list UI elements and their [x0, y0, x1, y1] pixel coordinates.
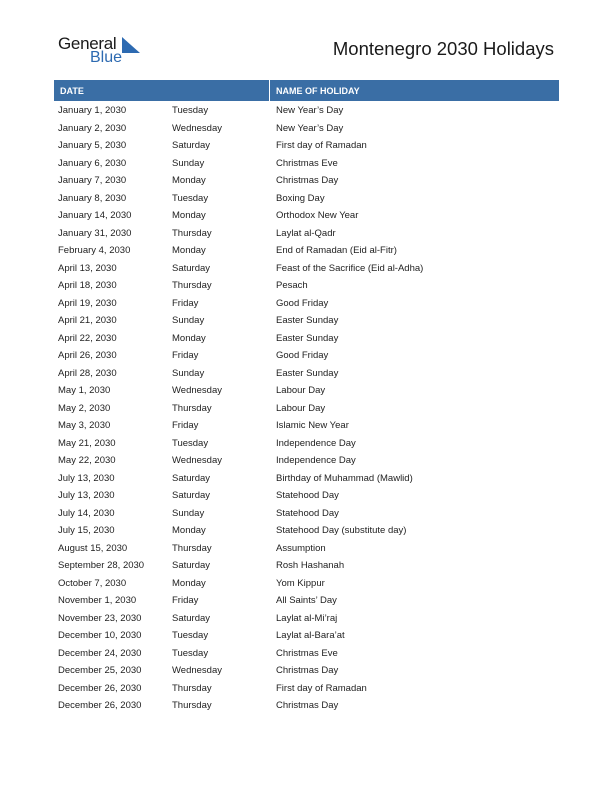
- row-holiday-name: Statehood Day: [276, 507, 339, 519]
- table-row: [54, 347, 559, 365]
- row-date: July 15, 2030: [58, 525, 115, 536]
- table-row: [54, 172, 559, 190]
- row-holiday-name: Good Friday: [276, 297, 329, 309]
- row-holiday-name: Christmas Day: [276, 700, 339, 711]
- row-date: April 28, 2030: [58, 367, 117, 379]
- row-holiday-name: New Year’s Day: [276, 105, 344, 116]
- row-weekday: Friday: [172, 350, 199, 361]
- row-date: September 28, 2030: [58, 560, 145, 571]
- row-weekday: Monday: [172, 175, 206, 186]
- row-weekday: Wednesday: [172, 665, 222, 676]
- row-holiday-name: Independence Day: [276, 437, 356, 449]
- row-holiday-name: First day of Ramadan: [276, 682, 367, 694]
- row-date: April 13, 2030: [58, 262, 117, 274]
- row-weekday: Saturday: [172, 262, 211, 274]
- table-row: [54, 610, 559, 628]
- table-row: [54, 487, 559, 505]
- table-row: [54, 557, 559, 575]
- row-weekday: Saturday: [172, 490, 211, 501]
- row-date: December 25, 2030: [58, 665, 142, 676]
- row-holiday-name: Laylat al-Mi’raj: [276, 612, 338, 624]
- row-weekday: Thursday: [172, 280, 212, 291]
- table-row: [54, 242, 559, 260]
- logo-flag-icon: [120, 37, 140, 53]
- row-weekday: Sunday: [172, 315, 205, 326]
- row-holiday-name: Christmas Eve: [276, 647, 338, 659]
- table-row: [54, 400, 559, 418]
- row-weekday: Wednesday: [172, 455, 222, 466]
- row-holiday-name: Rosh Hashanah: [276, 560, 345, 571]
- row-weekday: Wednesday: [172, 122, 222, 134]
- table-row: [54, 330, 559, 348]
- row-holiday-name: New Year’s Day: [276, 122, 344, 134]
- row-weekday: Saturday: [172, 560, 211, 571]
- row-holiday-name: Easter Sunday: [276, 315, 339, 326]
- row-weekday: Saturday: [172, 140, 211, 151]
- row-holiday-name: Christmas Day: [276, 665, 339, 676]
- table-row: [54, 505, 559, 523]
- table-row: [54, 120, 559, 138]
- row-date: January 14, 2030: [58, 210, 132, 221]
- header-holiday-name: NAME OF HOLIDAY: [276, 86, 360, 96]
- row-holiday-name: Birthday of Muhammad (Mawlid): [276, 472, 413, 484]
- row-date: August 15, 2030: [58, 542, 128, 554]
- row-weekday: Monday: [172, 245, 206, 256]
- row-holiday-name: Christmas Day: [276, 175, 339, 186]
- row-weekday: Monday: [172, 332, 206, 344]
- row-holiday-name: Easter Sunday: [276, 332, 339, 344]
- row-holiday-name: First day of Ramadan: [276, 140, 367, 151]
- row-date: December 24, 2030: [58, 647, 142, 659]
- row-weekday: Tuesday: [172, 630, 209, 641]
- row-date: April 22, 2030: [58, 332, 117, 344]
- row-weekday: Friday: [172, 595, 199, 606]
- generalblue-logo: [58, 34, 148, 68]
- logo-text-general: General: [58, 34, 117, 53]
- table-row: [54, 522, 559, 540]
- row-weekday: Monday: [172, 577, 206, 589]
- row-date: January 6, 2030: [58, 157, 127, 169]
- table-row: [54, 295, 559, 313]
- row-date: May 2, 2030: [58, 402, 111, 414]
- table-row: [54, 575, 559, 593]
- row-date: July 13, 2030: [58, 472, 115, 484]
- header-date: DATE: [60, 86, 84, 96]
- row-date: April 18, 2030: [58, 280, 117, 291]
- row-weekday: Wednesday: [172, 385, 222, 396]
- row-date: May 3, 2030: [58, 420, 111, 431]
- row-weekday: Tuesday: [172, 105, 209, 116]
- row-date: July 14, 2030: [58, 507, 115, 519]
- table-row: [54, 417, 559, 435]
- row-weekday: Thursday: [172, 700, 212, 711]
- row-date: October 7, 2030: [58, 577, 127, 589]
- row-date: April 19, 2030: [58, 297, 117, 309]
- row-holiday-name: Boxing Day: [276, 192, 325, 204]
- row-date: December 26, 2030: [58, 700, 142, 711]
- row-holiday-name: All Saints’ Day: [276, 595, 337, 606]
- row-date: January 7, 2030: [58, 175, 127, 186]
- table-row: [54, 627, 559, 645]
- row-weekday: Friday: [172, 420, 199, 431]
- row-weekday: Thursday: [172, 402, 212, 414]
- row-weekday: Thursday: [172, 682, 212, 694]
- row-date: January 8, 2030: [58, 192, 127, 204]
- row-holiday-name: Statehood Day (substitute day): [276, 525, 407, 536]
- row-date: April 21, 2030: [58, 315, 117, 326]
- row-weekday: Sunday: [172, 157, 205, 169]
- row-date: December 26, 2030: [58, 682, 142, 694]
- row-date: May 22, 2030: [58, 455, 116, 466]
- row-holiday-name: Statehood Day: [276, 490, 339, 501]
- holiday-table-body: [54, 102, 559, 715]
- row-holiday-name: Orthodox New Year: [276, 210, 359, 221]
- row-date: May 21, 2030: [58, 437, 116, 449]
- row-holiday-name: Easter Sunday: [276, 367, 339, 379]
- row-holiday-name: Islamic New Year: [276, 420, 349, 431]
- table-row: [54, 137, 559, 155]
- table-row: [54, 312, 559, 330]
- row-date: May 1, 2030: [58, 385, 111, 396]
- row-date: January 5, 2030: [58, 140, 127, 151]
- row-weekday: Tuesday: [172, 647, 209, 659]
- row-holiday-name: Good Friday: [276, 350, 329, 361]
- table-row: [54, 680, 559, 698]
- table-row: [54, 452, 559, 470]
- row-weekday: Saturday: [172, 472, 211, 484]
- row-weekday: Monday: [172, 210, 206, 221]
- row-date: January 2, 2030: [58, 122, 127, 134]
- row-holiday-name: Laylat al-Bara’at: [276, 630, 345, 641]
- table-row: [54, 662, 559, 680]
- table-header: [54, 80, 559, 101]
- row-holiday-name: Labour Day: [276, 402, 326, 414]
- table-row: [54, 435, 559, 453]
- row-holiday-name: Yom Kippur: [276, 577, 325, 589]
- row-weekday: Friday: [172, 297, 199, 309]
- row-holiday-name: Laylat al-Qadr: [276, 227, 336, 239]
- row-weekday: Monday: [172, 525, 206, 536]
- row-weekday: Sunday: [172, 507, 205, 519]
- table-row: [54, 190, 559, 208]
- table-row: [54, 540, 559, 558]
- header-divider: [269, 80, 270, 101]
- table-row: [54, 592, 559, 610]
- row-holiday-name: End of Ramadan (Eid al-Fitr): [276, 245, 397, 256]
- row-weekday: Tuesday: [172, 437, 209, 449]
- row-date: December 10, 2030: [58, 630, 142, 641]
- row-holiday-name: Labour Day: [276, 385, 326, 396]
- table-row: [54, 277, 559, 295]
- row-weekday: Thursday: [172, 542, 212, 554]
- table-row: [54, 155, 559, 173]
- row-weekday: Tuesday: [172, 192, 209, 204]
- page-title: Montenegro 2030 Holidays: [332, 38, 554, 59]
- row-weekday: Sunday: [172, 367, 205, 379]
- row-holiday-name: Assumption: [276, 542, 326, 554]
- table-row: [54, 260, 559, 278]
- row-weekday: Thursday: [172, 227, 212, 239]
- table-row: [54, 470, 559, 488]
- table-row: [54, 382, 559, 400]
- logo-text-blue: Blue: [90, 49, 123, 66]
- row-weekday: Saturday: [172, 612, 211, 624]
- row-date: April 26, 2030: [58, 350, 117, 361]
- table-row: [54, 225, 559, 243]
- row-date: November 23, 2030: [58, 612, 142, 624]
- row-holiday-name: Christmas Eve: [276, 157, 338, 169]
- table-row: [54, 645, 559, 663]
- row-date: January 1, 2030: [58, 105, 127, 116]
- row-date: February 4, 2030: [58, 245, 131, 256]
- row-date: January 31, 2030: [58, 227, 132, 239]
- row-holiday-name: Pesach: [276, 280, 308, 291]
- row-date: July 13, 2030: [58, 490, 115, 501]
- table-row: [54, 102, 559, 120]
- table-row: [54, 207, 559, 225]
- row-holiday-name: Independence Day: [276, 455, 356, 466]
- table-row: [54, 697, 559, 715]
- row-holiday-name: Feast of the Sacrifice (Eid al-Adha): [276, 262, 424, 274]
- row-date: November 1, 2030: [58, 595, 137, 606]
- table-row: [54, 365, 559, 383]
